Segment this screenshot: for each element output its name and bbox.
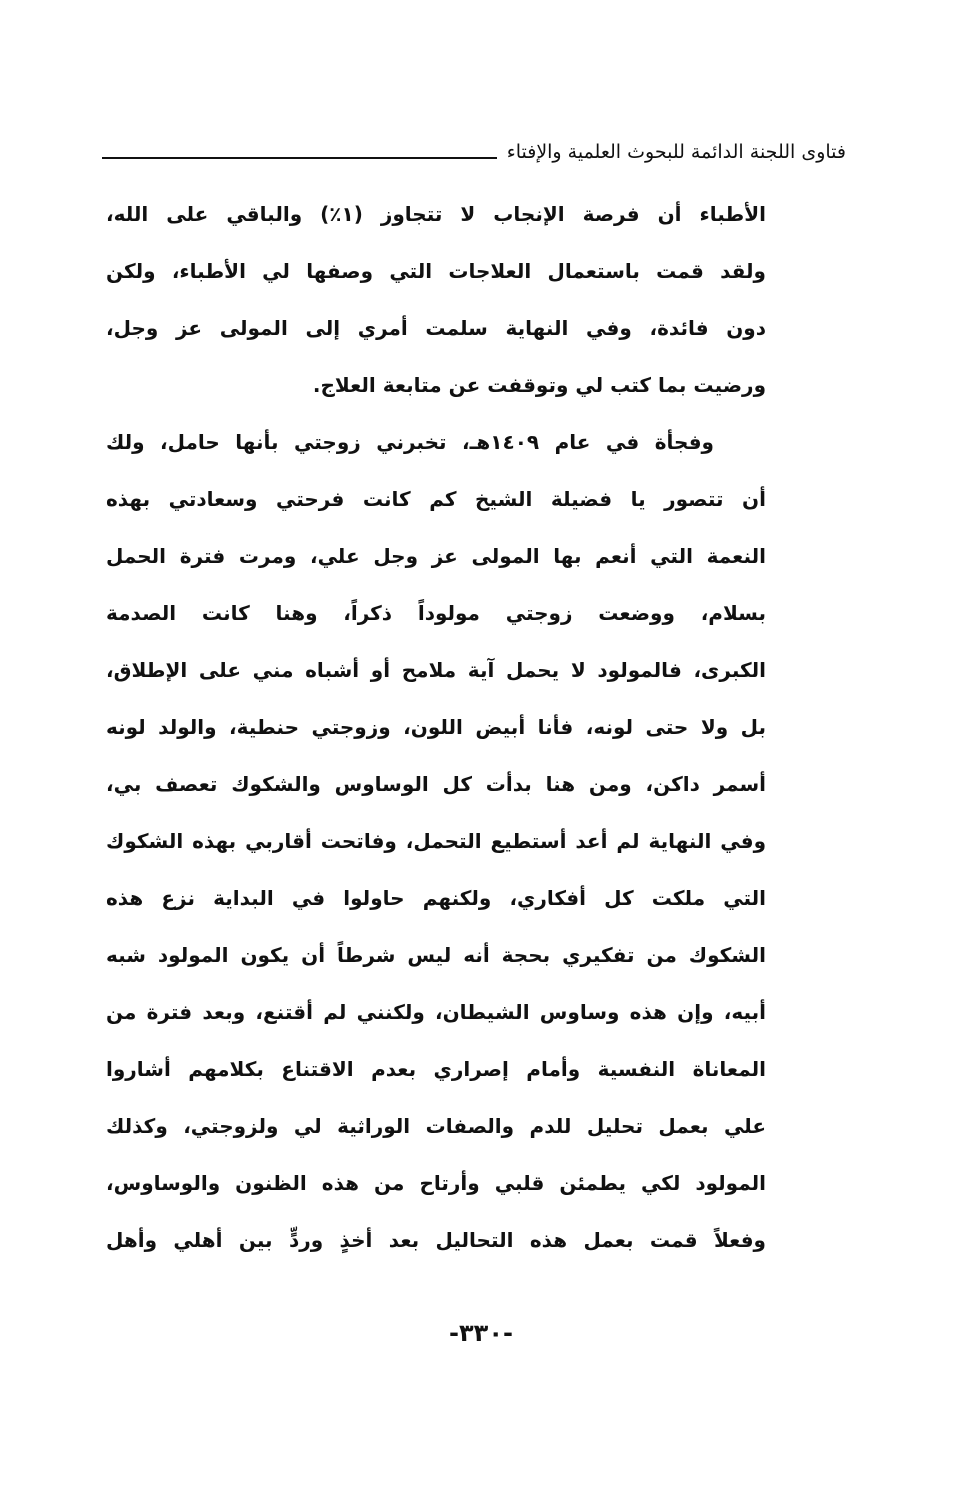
- header-rule: [102, 157, 497, 159]
- text-line: أن تتصور يا فضيلة الشيخ كم كانت فرحتي وسعادتي بهذه: [106, 487, 766, 511]
- page-number: -٣٣٠-: [449, 1319, 513, 1347]
- text-line: النعمة التي أنعم بها المولى عز وجل علي، ومرت فترة الحمل: [106, 544, 766, 568]
- text-line: المولود لكي يطمئن قلبي وأرتاح من هذه الظنون والوساوس،: [106, 1171, 766, 1195]
- text-line: أبيه، وإن هذه وساوس الشيطان، ولكنني لم أقتنع، وبعد فترة من: [106, 1000, 766, 1024]
- text-line: دون فائدة، وفي النهاية سلمت أمري إلى المولى عز وجل،: [106, 316, 766, 340]
- text-line: الأطباء أن فرصة الإنجاب لا تتجاوز (١٪) والباقي على الله،: [106, 202, 766, 226]
- running-header: [102, 128, 846, 164]
- text-line: الشكوك من تفكيري بحجة أنه ليس شرطاً أن يكون المولود شبه: [106, 943, 766, 967]
- text-line: المعاناة النفسية وأمام إصراري بعدم الاقتناع بكلامهم أشاروا: [106, 1057, 766, 1081]
- text-line: بل ولا حتى لونه، فأنا أبيض اللون، وزوجتي حنطية، والولد لونه: [106, 715, 766, 739]
- text-line: وفجأة في عام ١٤٠٩هـ، تخبرني زوجتي بأنها حامل، ولك: [106, 430, 714, 454]
- text-line: ولقد قمت باستعمال العلاجات التي وصفها لي الأطباء، ولكن: [106, 259, 766, 283]
- text-line: الكبرى، فالمولود لا يحمل آية ملامح أو أشباه مني على الإطلاق،: [106, 658, 766, 682]
- text-line: وفعلاً قمت بعمل هذه التحاليل بعد أخذٍ وردٍّ بين أهلي وأهل: [106, 1228, 766, 1252]
- text-line: علي بعمل تحليل للدم والصفات الوراثية لي ولزوجتي، وكذلك: [106, 1114, 766, 1138]
- body-text: [106, 186, 766, 1269]
- text-line: ورضيت بما كتب لي وتوقفت عن متابعة العلاج.: [312, 373, 766, 397]
- text-line: أسمر داكن، ومن هنا بدأت كل الوساوس والشكوك تعصف بي،: [106, 772, 766, 796]
- header-title: فتاوى اللجنة الدائمة للبحوث العلمية والإفتاء: [506, 141, 846, 163]
- text-line: التي ملكت كل أفكاري، ولكنهم حاولوا في البداية نزع هذه: [106, 886, 766, 910]
- text-line: وفي النهاية لم أعد أستطيع التحمل، وفاتحت أقاربي بهذه الشكوك: [106, 829, 766, 853]
- text-line: بسلام، ووضعت زوجتي مولوداً ذكراً، وهنا كانت الصدمة: [106, 601, 766, 625]
